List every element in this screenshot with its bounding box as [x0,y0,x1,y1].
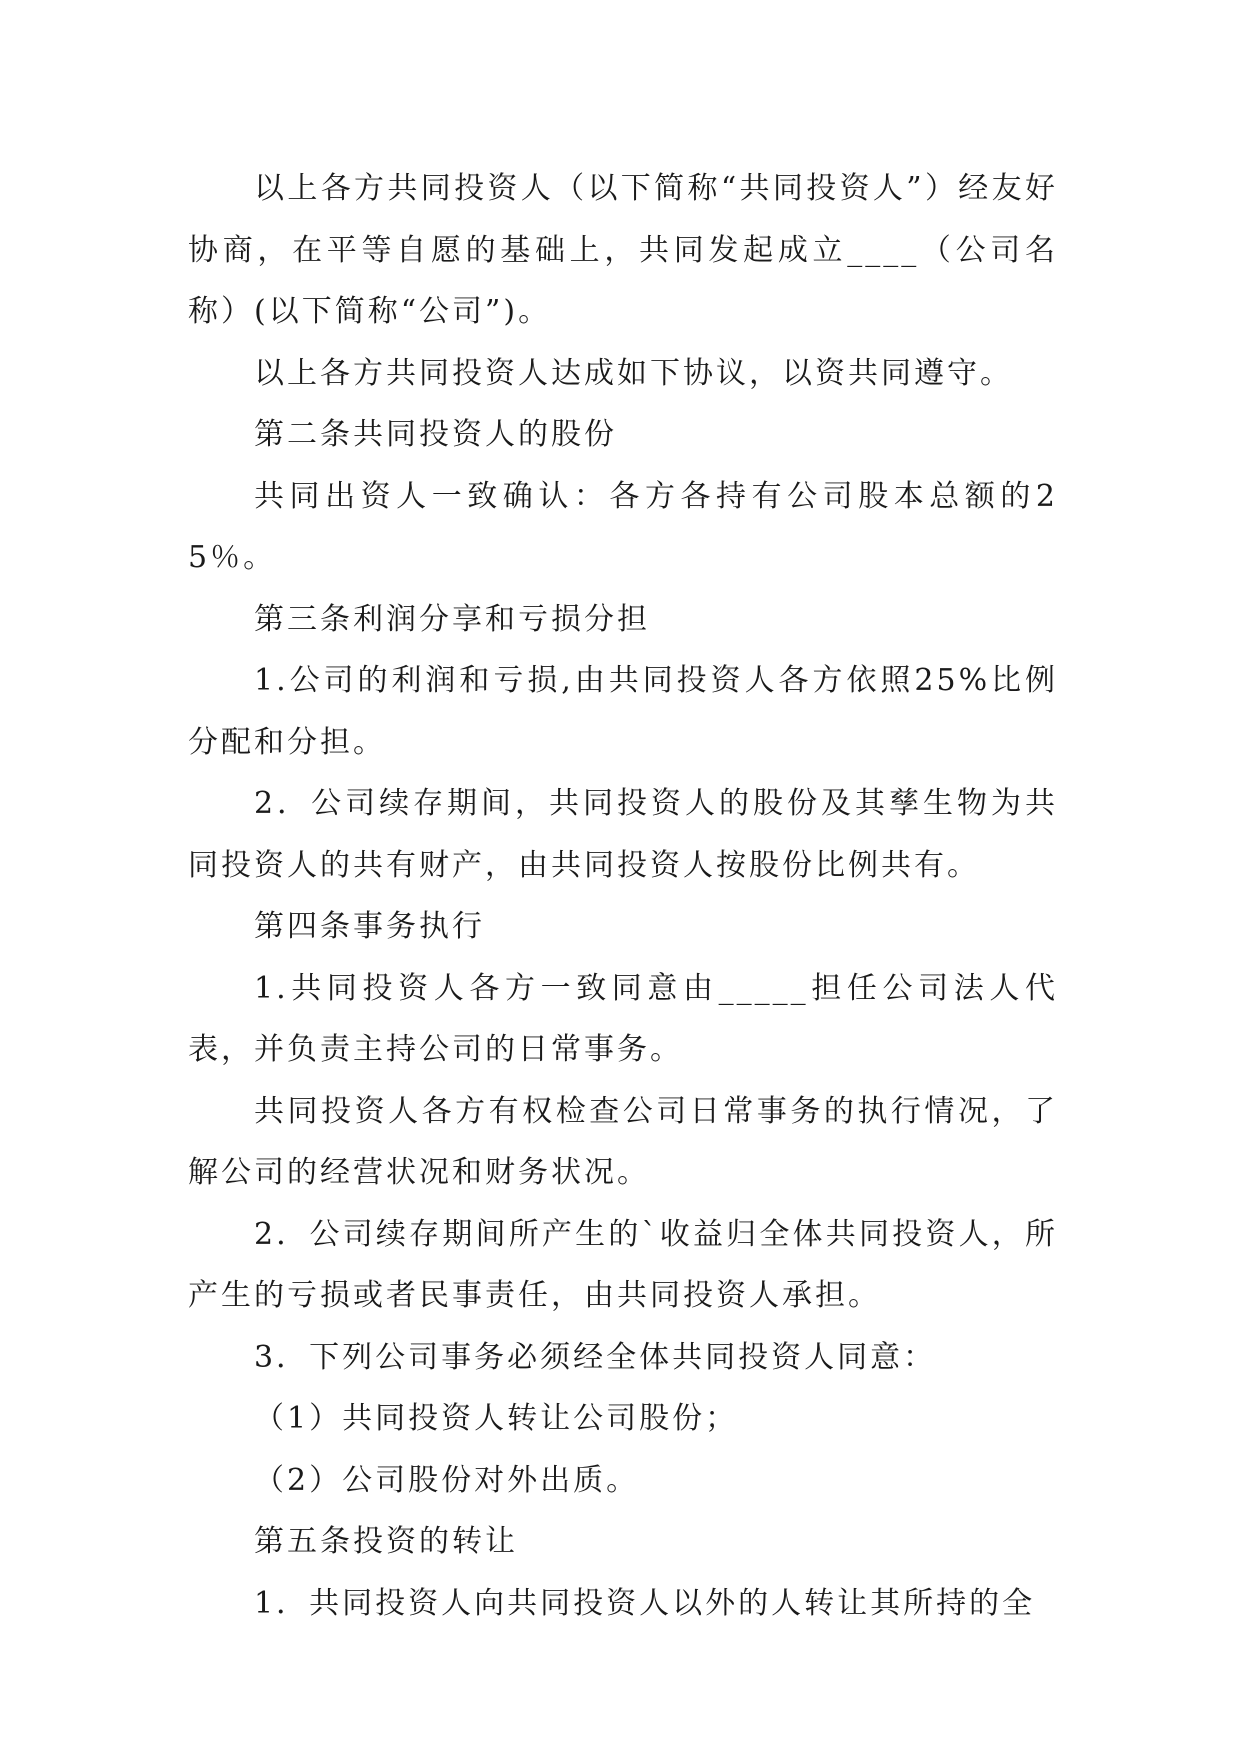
article-3-item-2: 2．公司续存期间，共同投资人的股份及其孳生物为共同投资人的共有财产，由共同投资人按股份比例共有。 [188,786,1058,883]
article-4-item-3-sub-2: （2）公司股份对外出质。 [254,1462,640,1498]
agreement-statement: 以上各方共同投资人达成如下协议，以资共同遵守。 [254,355,1013,391]
article-4-heading: 第四条事务执行 [254,909,485,944]
article-4-item-3: 3．下列公司事务必须经全体共同投资人同意： [254,1339,937,1375]
article-4-item-2: 2．公司续存期间所产生的`收益归全体共同投资人，所产生的亏损或者民事责任，由共同投资人承担。 [188,1216,1058,1313]
article-3-item-1: 1.公司的利润和亏损,由共同投资人各方依照25%比例分配和分担。 [188,663,1058,760]
article-2-content: 共同出资人一致确认：各方各持有公司股本总额的25％。 [188,478,1058,575]
article-2-heading: 第二条共同投资人的股份 [254,417,617,452]
article-5-heading: 第五条投资的转让 [254,1524,518,1559]
document-body [188,158,1058,1634]
intro-paragraph: 以上各方共同投资人（以下简称“共同投资人”）经友好协商，在平等自愿的基础上，共同发起成立____（公司名称）(以下简称“公司”)。 [188,171,1058,329]
article-5-item-1: 1．共同投资人向共同投资人以外的人转让其所持的全 [254,1585,1036,1621]
article-3-heading: 第三条利润分享和亏损分担 [254,601,650,637]
article-4-item-1: 1.共同投资人各方一致同意由_____担任公司法人代表，并负责主持公司的日常事务。 [188,970,1058,1067]
article-4-inspection: 共同投资人各方有权检查公司日常事务的执行情况，了解公司的经营状况和财务状况。 [188,1093,1058,1190]
article-4-item-3-sub-1: （1）共同投资人转让公司股份； [254,1401,739,1436]
